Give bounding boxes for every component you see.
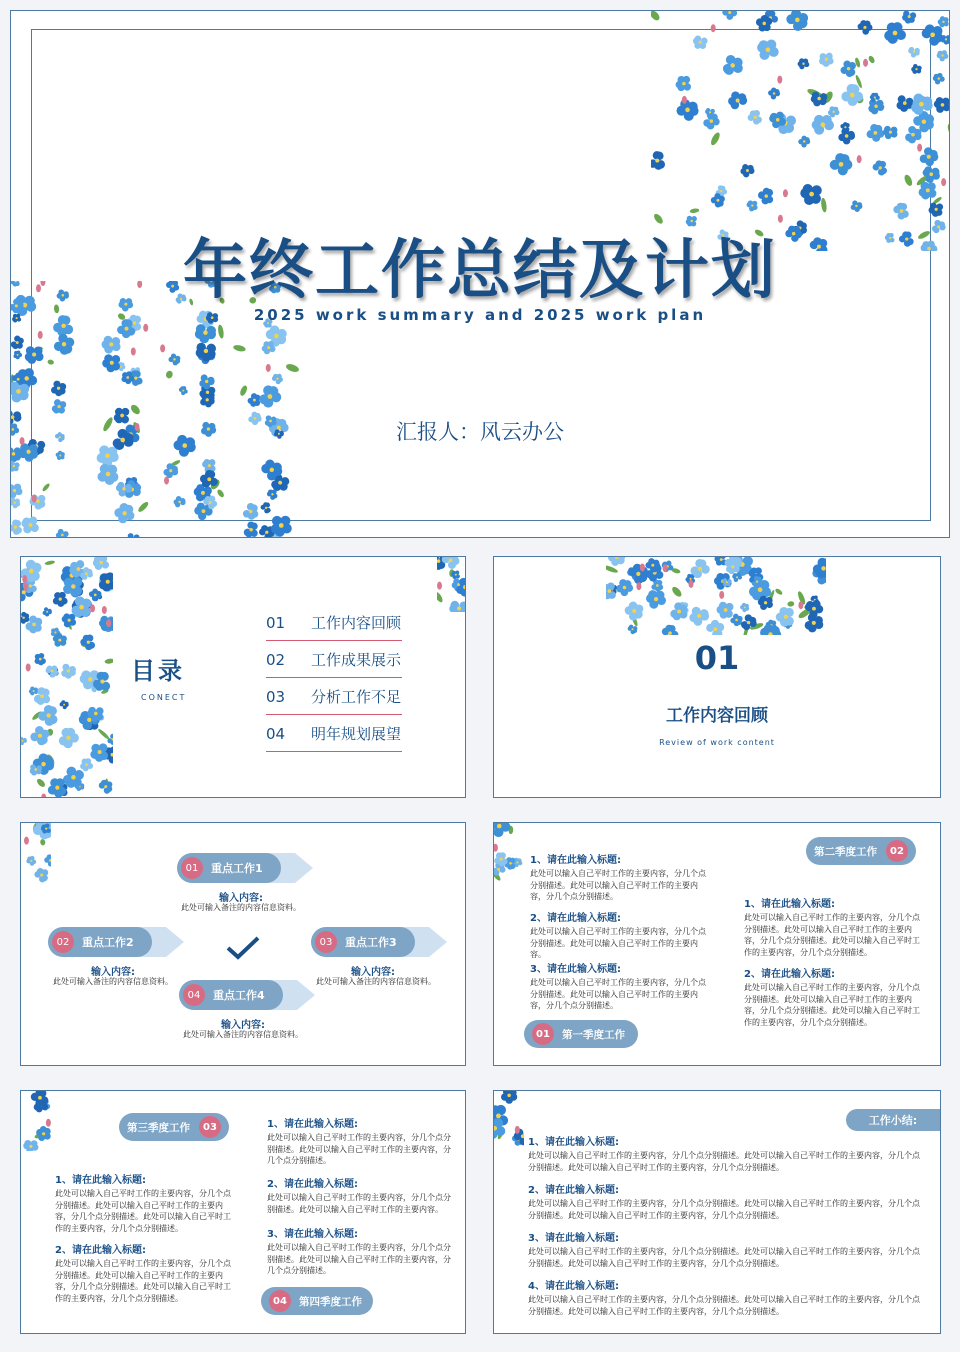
block-text: 此处可以输入自己平时工作的主要内容，分几个点分别描述。此处可以输入自己平时工作的主要内容，分几个点分别描述。此处可以输入自己平时工作的主要内容，分几个点分别描述。 — [528, 1151, 920, 1172]
quarter-3-4-slide[interactable] — [20, 1090, 466, 1334]
quarter-3-pill[interactable] — [119, 1113, 229, 1141]
toc-heading: 目录 — [131, 657, 185, 685]
flower-cluster-icon — [651, 11, 950, 251]
block-heading: 3、请在此输入标题: — [267, 1229, 358, 1240]
q4-text-block — [267, 1225, 453, 1277]
block-heading: 1、请在此输入标题: — [528, 1137, 619, 1148]
toc-item[interactable] — [266, 679, 402, 715]
key-work-slide[interactable] — [20, 822, 466, 1066]
summary-text-block — [528, 1277, 920, 1317]
key-work-heading: 输入内容: — [219, 893, 263, 904]
block-text: 此处可以输入自己平时工作的主要内容，分几个点分别描述。此处可以输入自己平时工作的主要内容，分几个点分别描述。此处可以输入自己平时工作的主要内容，分几个点分别描述。 — [528, 1247, 920, 1268]
quarter-1-pill[interactable] — [524, 1020, 638, 1048]
block-text: 此处可以输入自己平时工作的主要内容，分几个点分别描述。此处可以输入自己平时工作的主要内容，分几个点分别描述。此处可以输入自己平时工作的主要内容，分几个点分别描述。 — [55, 1189, 231, 1233]
key-work-badge: 03 — [315, 931, 337, 953]
block-heading: 4、请在此输入标题: — [528, 1281, 619, 1292]
summary-slide[interactable] — [493, 1090, 941, 1334]
key-work-arrow-1[interactable] — [177, 853, 313, 883]
block-text: 此处可以输入自己平时工作的主要内容，分几个点分别描述。此处可以输入自己平时工作的主要内容。 — [530, 927, 706, 959]
block-heading: 1、请在此输入标题: — [267, 1119, 358, 1130]
summary-text-block — [528, 1133, 920, 1173]
q4-text-block — [267, 1115, 453, 1167]
block-text: 此处可以输入自己平时工作的主要内容，分几个点分别描述。此处可以输入自己平时工作的主要内容，分几个点分别描述。此处可以输入自己平时工作的主要内容，分几个点分别描述。 — [55, 1259, 231, 1303]
block-text: 此处可以输入自己平时工作的主要内容，分几个点分别描述。此处可以输入自己平时工作的主要内容，分几个点分别描述。此处可以输入自己平时工作的主要内容，分几个点分别描述。 — [744, 913, 920, 957]
quarter-4-pill[interactable] — [261, 1287, 373, 1315]
key-work-arrow-4[interactable] — [179, 980, 315, 1010]
q3-text-block — [55, 1171, 235, 1234]
q3-text-block — [55, 1241, 235, 1304]
flower-cluster-icon — [21, 1091, 51, 1151]
summary-text-block — [528, 1229, 920, 1269]
q2-text-block — [744, 895, 924, 958]
quarter-2-pill[interactable] — [806, 837, 916, 865]
toc-item-label: 工作成果展示 — [311, 651, 402, 669]
q1-text-block — [530, 851, 710, 903]
section-title: 工作内容回顾 — [666, 706, 768, 726]
toc-item-number: 03 — [266, 687, 286, 706]
key-work-arrow-2[interactable] — [48, 927, 184, 957]
key-work-arrow-3[interactable] — [311, 927, 447, 957]
key-work-heading: 输入内容: — [221, 1020, 265, 1031]
key-work-badge: 02 — [52, 931, 74, 953]
q2-text-block — [744, 965, 924, 1028]
key-work-text: 此处可输入备注的内容信息资料。 — [316, 977, 436, 986]
key-work-text: 此处可输入备注的内容信息资料。 — [183, 1030, 303, 1039]
block-text: 此处可以输入自己平时工作的主要内容，分几个点分别描述。此处可以输入自己平时工作的主要内容，分几个点分别描述。 — [530, 869, 706, 901]
q1-text-block — [530, 909, 710, 961]
summary-tag: 工作小结: — [846, 1109, 940, 1131]
quarter-badge: 04 — [269, 1290, 291, 1312]
block-heading: 1、请在此输入标题: — [530, 855, 621, 866]
flower-cluster-icon — [606, 557, 826, 635]
quarter-badge: 01 — [532, 1023, 554, 1045]
block-heading: 2、请在此输入标题: — [267, 1179, 358, 1190]
block-text: 此处可以输入自己平时工作的主要内容，分几个点分别描述。此处可以输入自己平时工作的主要内容，分几个点分别描述。此处可以输入自己平时工作的主要内容，分几个点分别描述。 — [744, 983, 920, 1027]
key-work-heading: 输入内容: — [91, 967, 135, 978]
flower-cluster-icon — [437, 557, 466, 612]
cover-subtitle: 2025 work summary and 2025 work plan — [253, 306, 707, 324]
block-heading: 2、请在此输入标题: — [744, 969, 835, 980]
toc-item-label: 工作内容回顾 — [311, 614, 402, 632]
toc-item[interactable] — [266, 716, 402, 752]
key-work-label: 重点工作2 — [82, 936, 134, 949]
block-text: 此处可以输入自己平时工作的主要内容，分几个点分别描述。此处可以输入自己平时工作的主要内容，分几个点分别描述。此处可以输入自己平时工作的主要内容，分几个点分别描述。 — [528, 1199, 920, 1220]
quarter-label: 第四季度工作 — [299, 1295, 362, 1308]
toc-slide[interactable] — [20, 556, 466, 798]
toc-item[interactable] — [266, 605, 402, 641]
key-work-heading: 输入内容: — [351, 967, 395, 978]
toc-item-number: 01 — [266, 613, 286, 632]
key-work-badge: 04 — [183, 984, 205, 1006]
quarter-label: 第二季度工作 — [814, 845, 877, 858]
block-heading: 3、请在此输入标题: — [530, 964, 621, 975]
key-work-label: 重点工作3 — [345, 936, 397, 949]
toc-item[interactable] — [266, 642, 402, 678]
block-text: 此处可以输入自己平时工作的主要内容，分几个点分别描述。此处可以输入自己平时工作的主要内容，分几个点分别描述。 — [267, 1133, 451, 1165]
block-text: 此处可以输入自己平时工作的主要内容，分几个点分别描述。此处可以输入自己平时工作的主要内容。 — [267, 1193, 451, 1214]
toc-item-label: 明年规划展望 — [311, 725, 402, 743]
checkmark-icon — [225, 935, 261, 961]
flower-cluster-icon — [21, 823, 51, 883]
block-heading: 1、请在此输入标题: — [55, 1175, 146, 1186]
flower-cluster-icon — [494, 823, 524, 883]
q1-text-block — [530, 960, 710, 1012]
toc-item-number: 02 — [266, 650, 286, 669]
flower-cluster-icon — [21, 557, 113, 798]
summary-text-block — [528, 1181, 920, 1221]
key-work-text: 此处可输入备注的内容信息资料。 — [53, 977, 173, 986]
quarter-1-2-slide[interactable] — [493, 822, 941, 1066]
block-heading: 3、请在此输入标题: — [528, 1233, 619, 1244]
block-text: 此处可以输入自己平时工作的主要内容，分几个点分别描述。此处可以输入自己平时工作的主要内容，分几个点分别描述。 — [267, 1243, 451, 1275]
key-work-label: 重点工作4 — [213, 989, 265, 1002]
block-text: 此处可以输入自己平时工作的主要内容，分几个点分别描述。此处可以输入自己平时工作的主要内容，分几个点分别描述。此处可以输入自己平时工作的主要内容，分几个点分别描述。 — [528, 1295, 920, 1316]
toc-item-number: 04 — [266, 724, 286, 743]
quarter-badge: 03 — [199, 1116, 221, 1138]
key-work-label: 重点工作1 — [211, 862, 263, 875]
flower-cluster-icon — [494, 1091, 524, 1151]
toc-item-label: 分析工作不足 — [311, 688, 402, 706]
section-subtitle: Review of work content — [659, 738, 775, 747]
block-heading: 2、请在此输入标题: — [55, 1245, 146, 1256]
key-work-text: 此处可输入备注的内容信息资料。 — [181, 903, 301, 912]
block-heading: 1、请在此输入标题: — [744, 899, 835, 910]
section-number: 01 — [694, 639, 740, 677]
section-slide[interactable] — [493, 556, 941, 798]
toc-subheading: CONECT — [141, 693, 187, 702]
q4-text-block — [267, 1175, 453, 1215]
cover-slide[interactable] — [10, 10, 950, 538]
block-heading: 2、请在此输入标题: — [530, 913, 621, 924]
quarter-badge: 02 — [886, 840, 908, 862]
cover-reporter: 汇报人：风云办公 — [396, 420, 564, 444]
quarter-label: 第一季度工作 — [562, 1028, 625, 1041]
block-text: 此处可以输入自己平时工作的主要内容，分几个点分别描述。此处可以输入自己平时工作的主要内容，分几个点分别描述。 — [530, 978, 706, 1010]
cover-title: 年终工作总结及计划 — [183, 234, 777, 308]
block-heading: 2、请在此输入标题: — [528, 1185, 619, 1196]
quarter-label: 第三季度工作 — [127, 1121, 190, 1134]
key-work-badge: 01 — [181, 857, 203, 879]
